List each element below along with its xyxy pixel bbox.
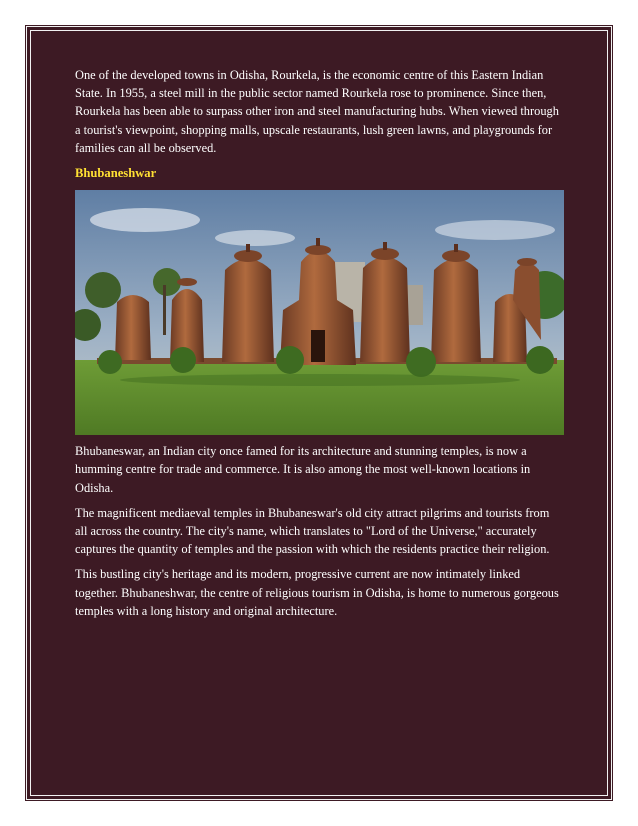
bhubaneswar-paragraph-3: This bustling city's heritage and its modern, progressive current are now intimately linked together. Bhubaneshwar, the centre of religious tourism in Odisha, is home to numerous gorgeous temples with a long history and original architecture. [75,567,559,618]
section-heading: Bhubaneshwar [75,166,157,181]
rourkela-paragraph: One of the developed towns in Odisha, Rourkela, is the economic centre of this Eastern Indian State. In 1955, a steel mill in the public sector named Rourkela rose to prominence. Since then, Rourkela has been able to surpass other iron and steel manufacturing hubs. When viewed through a tourist's viewpoint, shopping malls, upscale restaurants, lush green lawns, and playgrounds for families can all be observed. [75,68,559,155]
bhubaneswar-paragraph-2: The magnificent mediaeval temples in Bhubaneswar's old city attract pilgrims and tourists from all across the country. The city's name, which translates to "Lord of the Universe," accurately captures the quantity of temples and the passion with which the residents practice their religion. [75,505,550,557]
bhubaneswar-paragraph-1: Bhubaneswar, an Indian city once famed for its architecture and stunning temples, is now a humming centre for trade and commerce. It is also among the most well-known locations in Odisha. [75,444,531,495]
content-area [75,66,563,627]
temples-photo [75,190,564,435]
